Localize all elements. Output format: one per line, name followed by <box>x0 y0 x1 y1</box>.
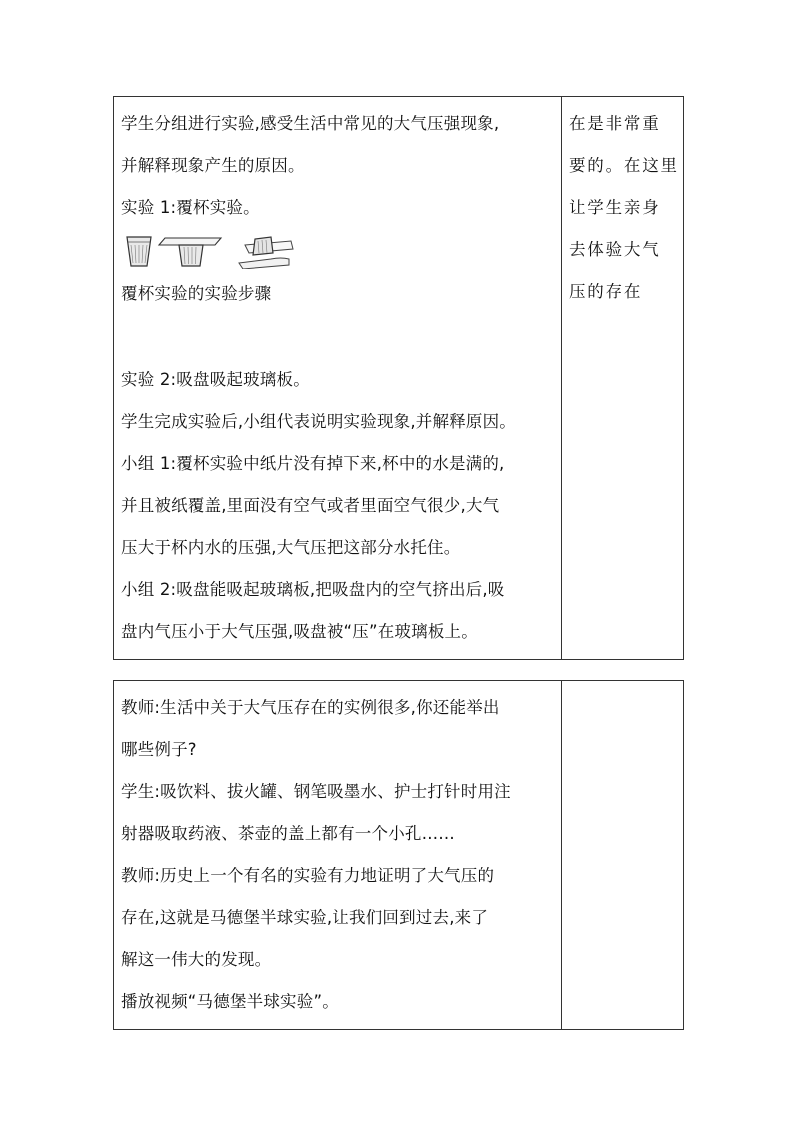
text-line: 教师:生活中关于大气压存在的实例很多,你还能举出 <box>121 698 500 717</box>
design-intent-cell <box>562 97 684 660</box>
text-line: 哪些例子? <box>121 740 197 759</box>
text-line: 压的存在 <box>569 282 643 301</box>
text-line: 存在,这就是马德堡半球实验,让我们回到过去,来了 <box>121 908 489 927</box>
text-line: 小组 1:覆杯实验中纸片没有掉下来,杯中的水是满的, <box>121 454 505 473</box>
design-intent-cell <box>562 681 684 1030</box>
text-line: 实验 2:吸盘吸起玻璃板。 <box>121 370 310 389</box>
blank-space <box>121 315 555 359</box>
lesson-table-1 <box>113 96 684 660</box>
activity-cell <box>114 681 562 1030</box>
text-line: 射器吸取药液、茶壶的盖上都有一个小孔…… <box>121 824 455 843</box>
lesson-table-2 <box>113 680 684 1030</box>
cup-experiment-figure <box>121 229 555 273</box>
text-line: 实验 1:覆杯实验。 <box>121 198 260 217</box>
text-line: 播放视频“马德堡半球实验”。 <box>121 992 339 1011</box>
text-line: 解这一伟大的发现。 <box>121 950 272 969</box>
text-line: 并解释现象产生的原因。 <box>121 156 305 175</box>
cup-icon <box>127 237 151 266</box>
covered-cup-icon <box>159 238 221 266</box>
text-line: 去体验大气 <box>569 240 661 259</box>
text-line: 并且被纸覆盖,里面没有空气或者里面空气很少,大气 <box>121 496 500 515</box>
text-line: 教师:历史上一个有名的实验有力地证明了大气压的 <box>121 866 495 885</box>
text-line: 学生完成实验后,小组代表说明实验现象,并解释原因。 <box>121 412 516 431</box>
text-line: 让学生亲身 <box>569 198 661 217</box>
text-line: 盘内气压小于大气压强,吸盘被“压”在玻璃板上。 <box>121 622 478 641</box>
text-line: 学生分组进行实验,感受生活中常见的大气压强现象, <box>121 114 500 133</box>
text-line: 覆杯实验的实验步骤 <box>121 284 272 303</box>
text-line: 压大于杯内水的压强,大气压把这部分水托住。 <box>121 538 461 557</box>
activity-cell <box>114 97 562 660</box>
text-line: 小组 2:吸盘能吸起玻璃板,把吸盘内的空气挤出后,吸 <box>121 580 505 599</box>
inverted-cup-hand-icon <box>239 237 293 269</box>
text-line: 要的。在这里 <box>569 156 679 175</box>
text-line: 在是非常重 <box>569 114 661 133</box>
text-line: 学生:吸饮料、拔火罐、钢笔吸墨水、护士打针时用注 <box>121 782 511 801</box>
